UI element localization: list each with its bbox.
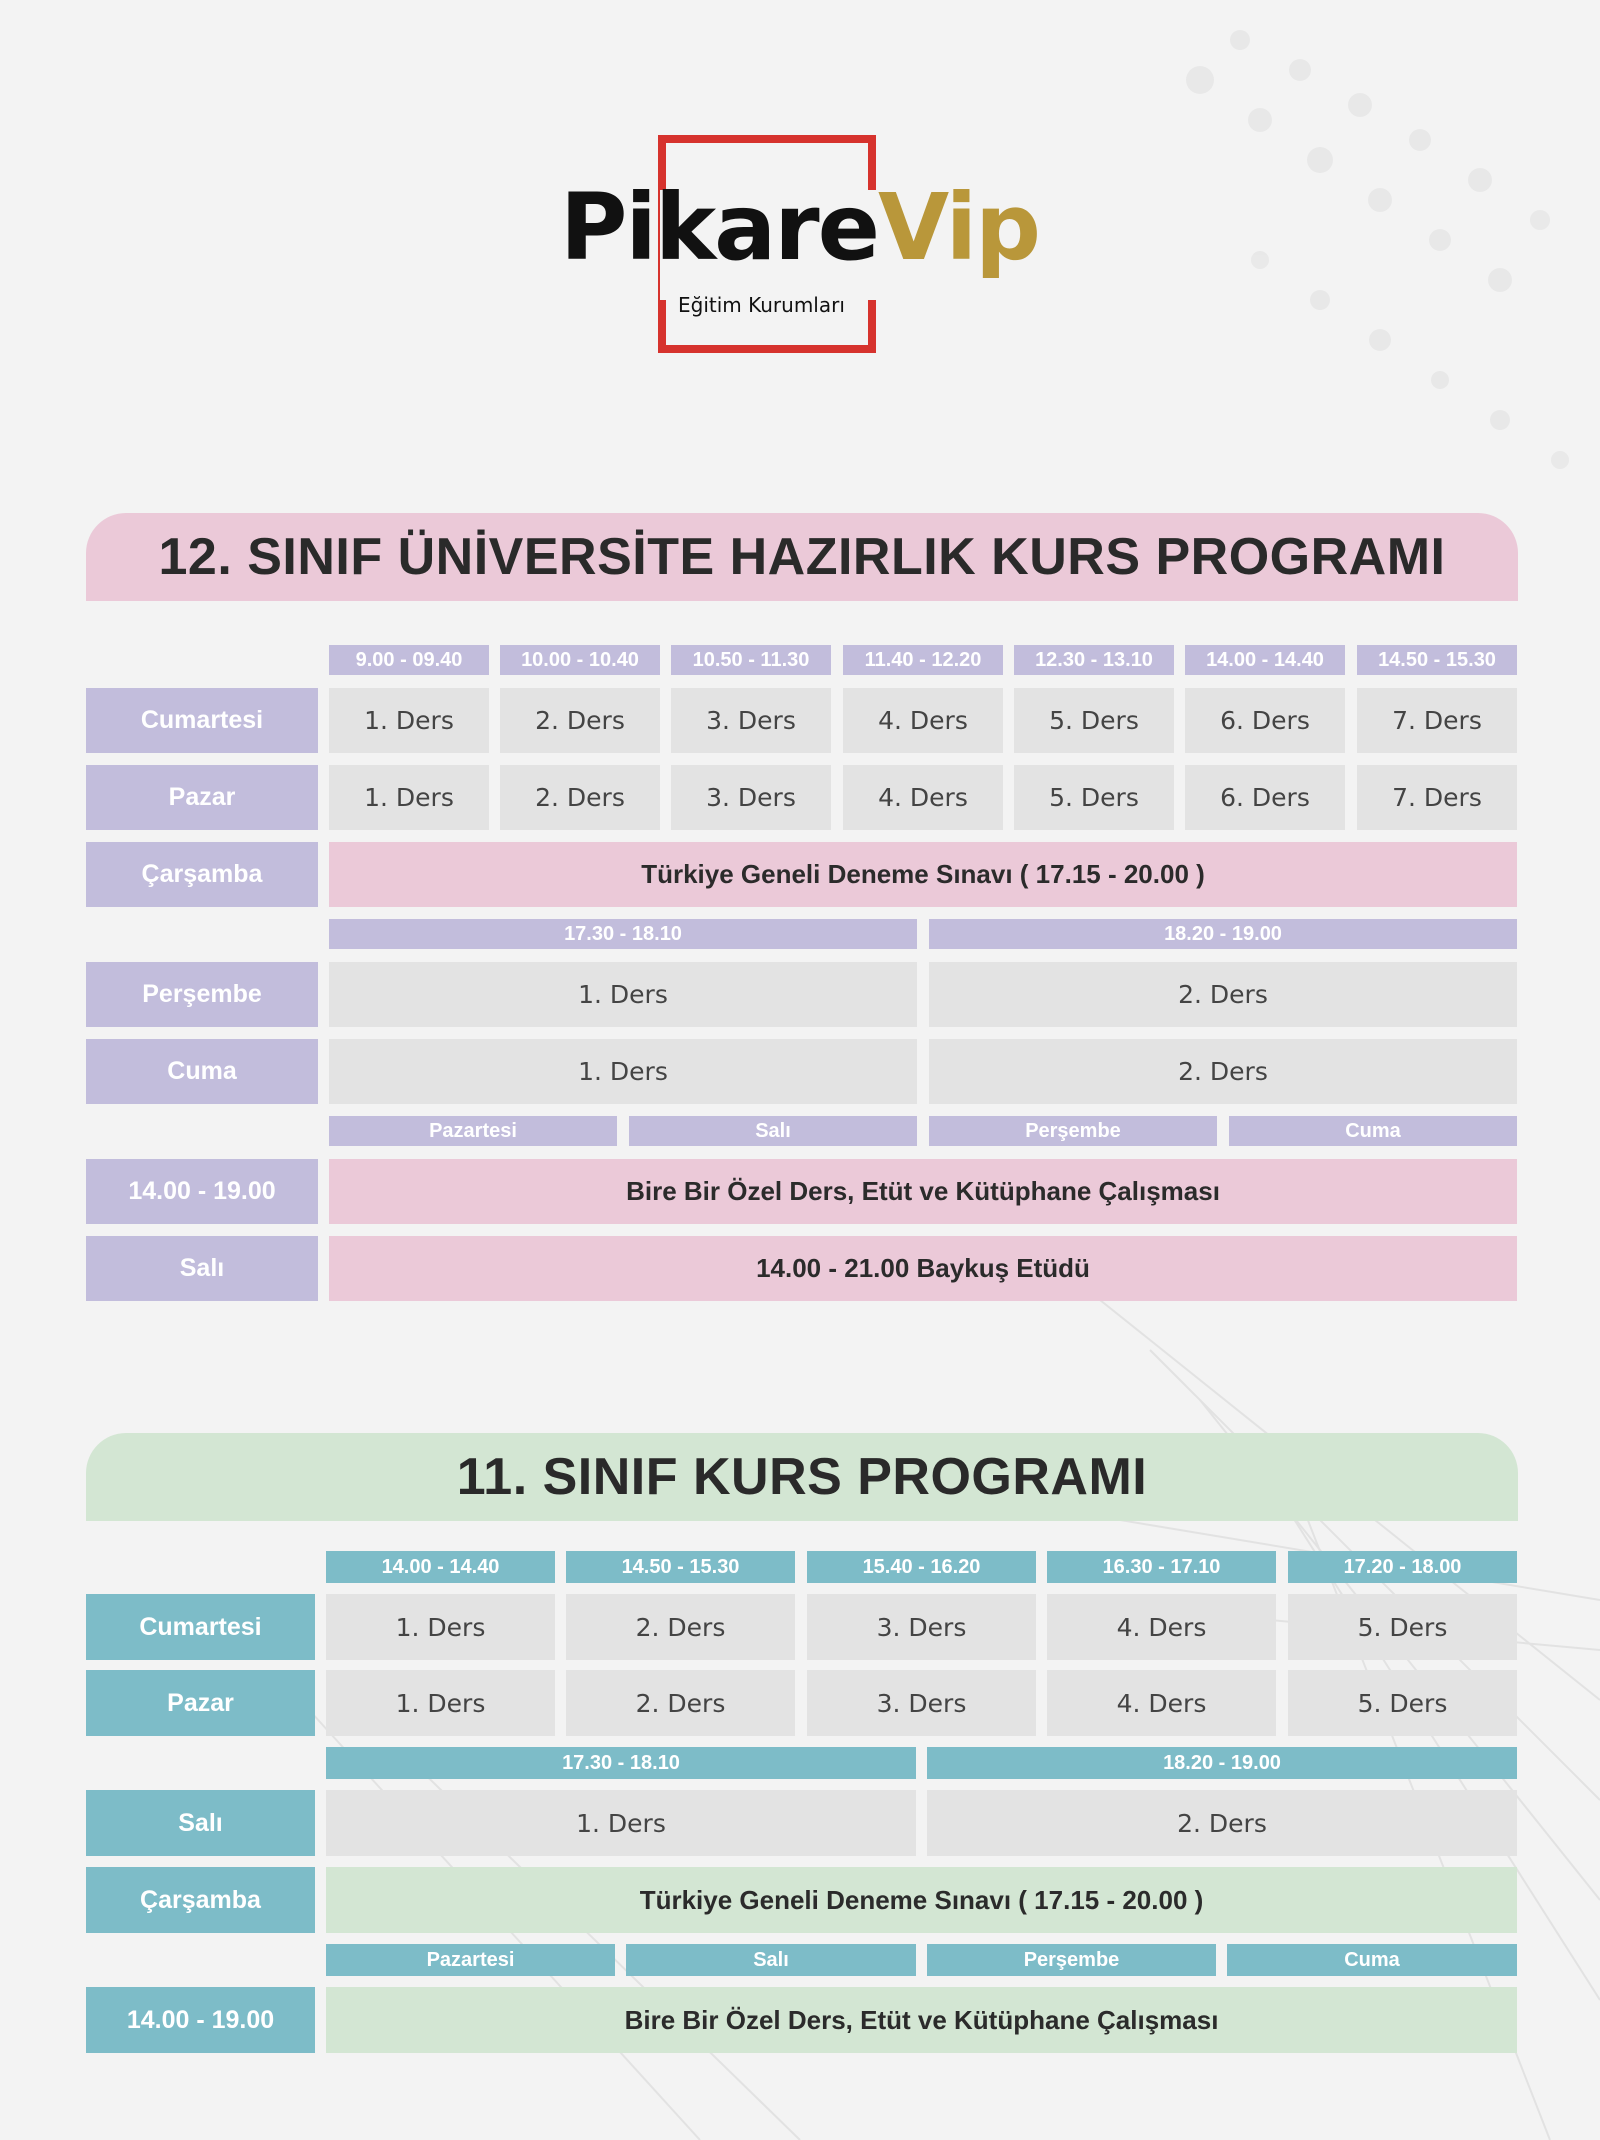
grade12-day-label: Pazar <box>86 765 318 830</box>
grade12-time-header: 18.20 - 19.00 <box>929 919 1517 949</box>
grade12-lesson-cell: 4. Ders <box>843 765 1003 830</box>
grade12-lesson-cell: 7. Ders <box>1357 765 1517 830</box>
grade12-time-header: 10.50 - 11.30 <box>671 645 831 675</box>
grade11-time-header: 15.40 - 16.20 <box>807 1551 1036 1583</box>
grade11-lesson-cell: 4. Ders <box>1047 1594 1276 1660</box>
grade12-lesson-cell: 1. Ders <box>329 765 489 830</box>
grade11-lesson-cell: 2. Ders <box>566 1670 795 1736</box>
grade11-day-label: Cumartesi <box>86 1594 315 1660</box>
grade11-time-header: 18.20 - 19.00 <box>927 1747 1517 1779</box>
grade11-lesson-cell: 4. Ders <box>1047 1670 1276 1736</box>
grade11-lesson-cell: 1. Ders <box>326 1790 916 1856</box>
grade12-time-label: 14.00 - 19.00 <box>86 1159 318 1224</box>
grade11-time-header: 17.30 - 18.10 <box>326 1747 916 1779</box>
grade11-lesson-cell: 2. Ders <box>927 1790 1517 1856</box>
grade12-lesson-cell: 5. Ders <box>1014 765 1174 830</box>
grade12-time-header: 14.00 - 14.40 <box>1185 645 1345 675</box>
grade12-lesson-cell: 4. Ders <box>843 688 1003 753</box>
grade11-study-day-header: Pazartesi <box>326 1944 615 1976</box>
grade12-lesson-cell: 1. Ders <box>329 962 917 1027</box>
grade12-lesson-cell: 3. Ders <box>671 765 831 830</box>
grade12-owl-banner: 14.00 - 21.00 Baykuş Etüdü <box>329 1236 1517 1301</box>
grade12-time-header: 14.50 - 15.30 <box>1357 645 1517 675</box>
grade11-lesson-cell: 1. Ders <box>326 1594 555 1660</box>
grade11-lesson-cell: 2. Ders <box>566 1594 795 1660</box>
grade12-day-label: Cuma <box>86 1039 318 1104</box>
grade12-time-header: 11.40 - 12.20 <box>843 645 1003 675</box>
logo-name-accent: Vip <box>878 174 1039 281</box>
grade11-study-day-header: Salı <box>626 1944 916 1976</box>
grade11-study-day-header: Perşembe <box>927 1944 1216 1976</box>
grade11-time-header: 14.50 - 15.30 <box>566 1551 795 1583</box>
grade11-time-header: 16.30 - 17.10 <box>1047 1551 1276 1583</box>
grade11-exam-banner: Türkiye Geneli Deneme Sınavı ( 17.15 - 20.00 ) <box>326 1867 1517 1933</box>
grade12-day-label: Çarşamba <box>86 842 318 907</box>
grade12-day-label: Salı <box>86 1236 318 1301</box>
grade11-lesson-cell: 1. Ders <box>326 1670 555 1736</box>
grade12-study-day-header: Salı <box>629 1116 917 1146</box>
logo-wordmark <box>560 174 1039 281</box>
grade11-lesson-cell: 3. Ders <box>807 1594 1036 1660</box>
grade12-time-header: 9.00 - 09.40 <box>329 645 489 675</box>
grade12-lesson-cell: 5. Ders <box>1014 688 1174 753</box>
grade12-study-day-header: Cuma <box>1229 1116 1517 1146</box>
grade11-lesson-cell: 5. Ders <box>1288 1594 1517 1660</box>
grade11-day-label: Pazar <box>86 1670 315 1736</box>
grade12-day-label: Perşembe <box>86 962 318 1027</box>
grade12-study-day-header: Perşembe <box>929 1116 1217 1146</box>
grade12-study-banner: Bire Bir Özel Ders, Etüt ve Kütüphane Çalışması <box>329 1159 1517 1224</box>
grade12-time-header: 17.30 - 18.10 <box>329 919 917 949</box>
grade12-lesson-cell: 2. Ders <box>929 962 1517 1027</box>
logo-name-main: Pikare <box>560 174 878 281</box>
logo <box>560 130 1060 360</box>
grade12-lesson-cell: 3. Ders <box>671 688 831 753</box>
grade11-lesson-cell: 5. Ders <box>1288 1670 1517 1736</box>
grade11-time-label: 14.00 - 19.00 <box>86 1987 315 2053</box>
grade12-study-day-header: Pazartesi <box>329 1116 617 1146</box>
grade12-day-label: Cumartesi <box>86 688 318 753</box>
grade11-time-header: 14.00 - 14.40 <box>326 1551 555 1583</box>
grade12-lesson-cell: 7. Ders <box>1357 688 1517 753</box>
grade12-title: 12. SINIF ÜNİVERSİTE HAZIRLIK KURS PROGRAMI <box>86 513 1518 601</box>
grade11-title: 11. SINIF KURS PROGRAMI <box>86 1433 1518 1521</box>
grade12-time-header: 10.00 - 10.40 <box>500 645 660 675</box>
grade12-lesson-cell: 2. Ders <box>929 1039 1517 1104</box>
grade12-exam-banner: Türkiye Geneli Deneme Sınavı ( 17.15 - 20.00 ) <box>329 842 1517 907</box>
grade11-lesson-cell: 3. Ders <box>807 1670 1036 1736</box>
logo-subtitle: Eğitim Kurumları <box>678 293 845 317</box>
grade12-lesson-cell: 2. Ders <box>500 688 660 753</box>
grade12-time-header: 12.30 - 13.10 <box>1014 645 1174 675</box>
grade11-day-label: Çarşamba <box>86 1867 315 1933</box>
grade11-study-banner: Bire Bir Özel Ders, Etüt ve Kütüphane Çalışması <box>326 1987 1517 2053</box>
grade12-lesson-cell: 1. Ders <box>329 1039 917 1104</box>
grade12-lesson-cell: 1. Ders <box>329 688 489 753</box>
grade12-lesson-cell: 6. Ders <box>1185 765 1345 830</box>
grade11-time-header: 17.20 - 18.00 <box>1288 1551 1517 1583</box>
grade11-study-day-header: Cuma <box>1227 1944 1517 1976</box>
grade12-lesson-cell: 6. Ders <box>1185 688 1345 753</box>
grade12-lesson-cell: 2. Ders <box>500 765 660 830</box>
grade11-day-label: Salı <box>86 1790 315 1856</box>
